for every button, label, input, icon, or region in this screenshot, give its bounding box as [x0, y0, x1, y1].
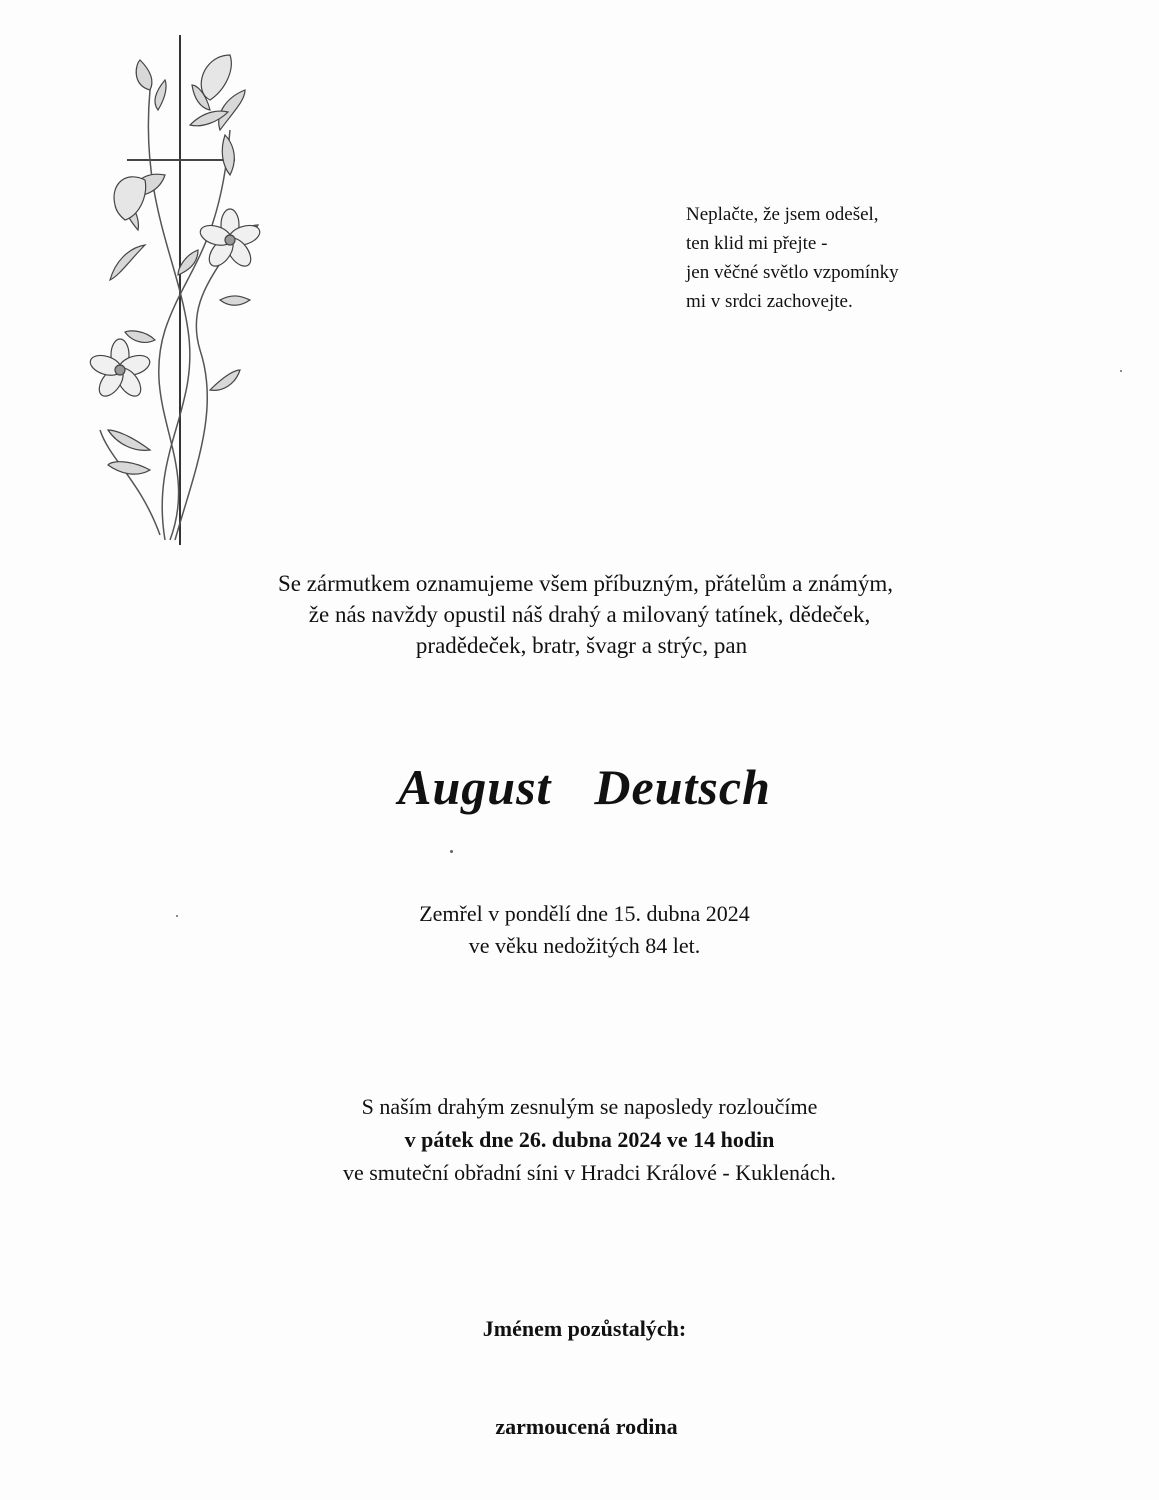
signoff-label: Jménem pozůstalých: — [482, 1316, 687, 1341]
poem-line: jen věčné světlo vzpomínky — [686, 262, 899, 283]
signoff-name: zarmoucená rodina — [495, 1414, 678, 1439]
deceased-name: August Deutsch — [398, 759, 771, 815]
announcement-line: Se zármutkem oznamujeme všem příbuzným, přátelům a známým, — [277, 571, 894, 596]
scan-speck — [450, 850, 453, 853]
announcement-line: pradědeček, bratr, švagr a strýc, pan — [415, 633, 748, 658]
death-age: ve věku nedožitých 84 let. — [468, 933, 701, 958]
funeral-location: ve smuteční obřadní síni v Hradci Králové - Kuklenách. — [342, 1160, 836, 1185]
funeral-date-time: v pátek dne 26. dubna 2024 ve 14 hodin — [404, 1127, 775, 1152]
death-info — [0, 898, 1159, 962]
poem-line: Neplačte, že jsem odešel, — [686, 204, 879, 225]
funeral-info — [0, 1090, 1159, 1189]
poem-line: ten klid mi přejte - — [686, 233, 828, 254]
scan-speck — [1120, 370, 1122, 372]
announcement — [0, 568, 1159, 661]
funeral-intro: S naším drahým zesnulým se naposledy rozloučíme — [361, 1094, 818, 1119]
announcement-line: že nás navždy opustil náš drahý a milovaný tatínek, dědeček, — [308, 602, 871, 627]
cross-flower-ornament-icon — [70, 30, 270, 550]
poem-line: mi v srdci zachovejte. — [686, 291, 853, 312]
death-date: Zemřel v pondělí dne 15. dubna 2024 — [419, 901, 750, 926]
poem — [686, 200, 899, 316]
